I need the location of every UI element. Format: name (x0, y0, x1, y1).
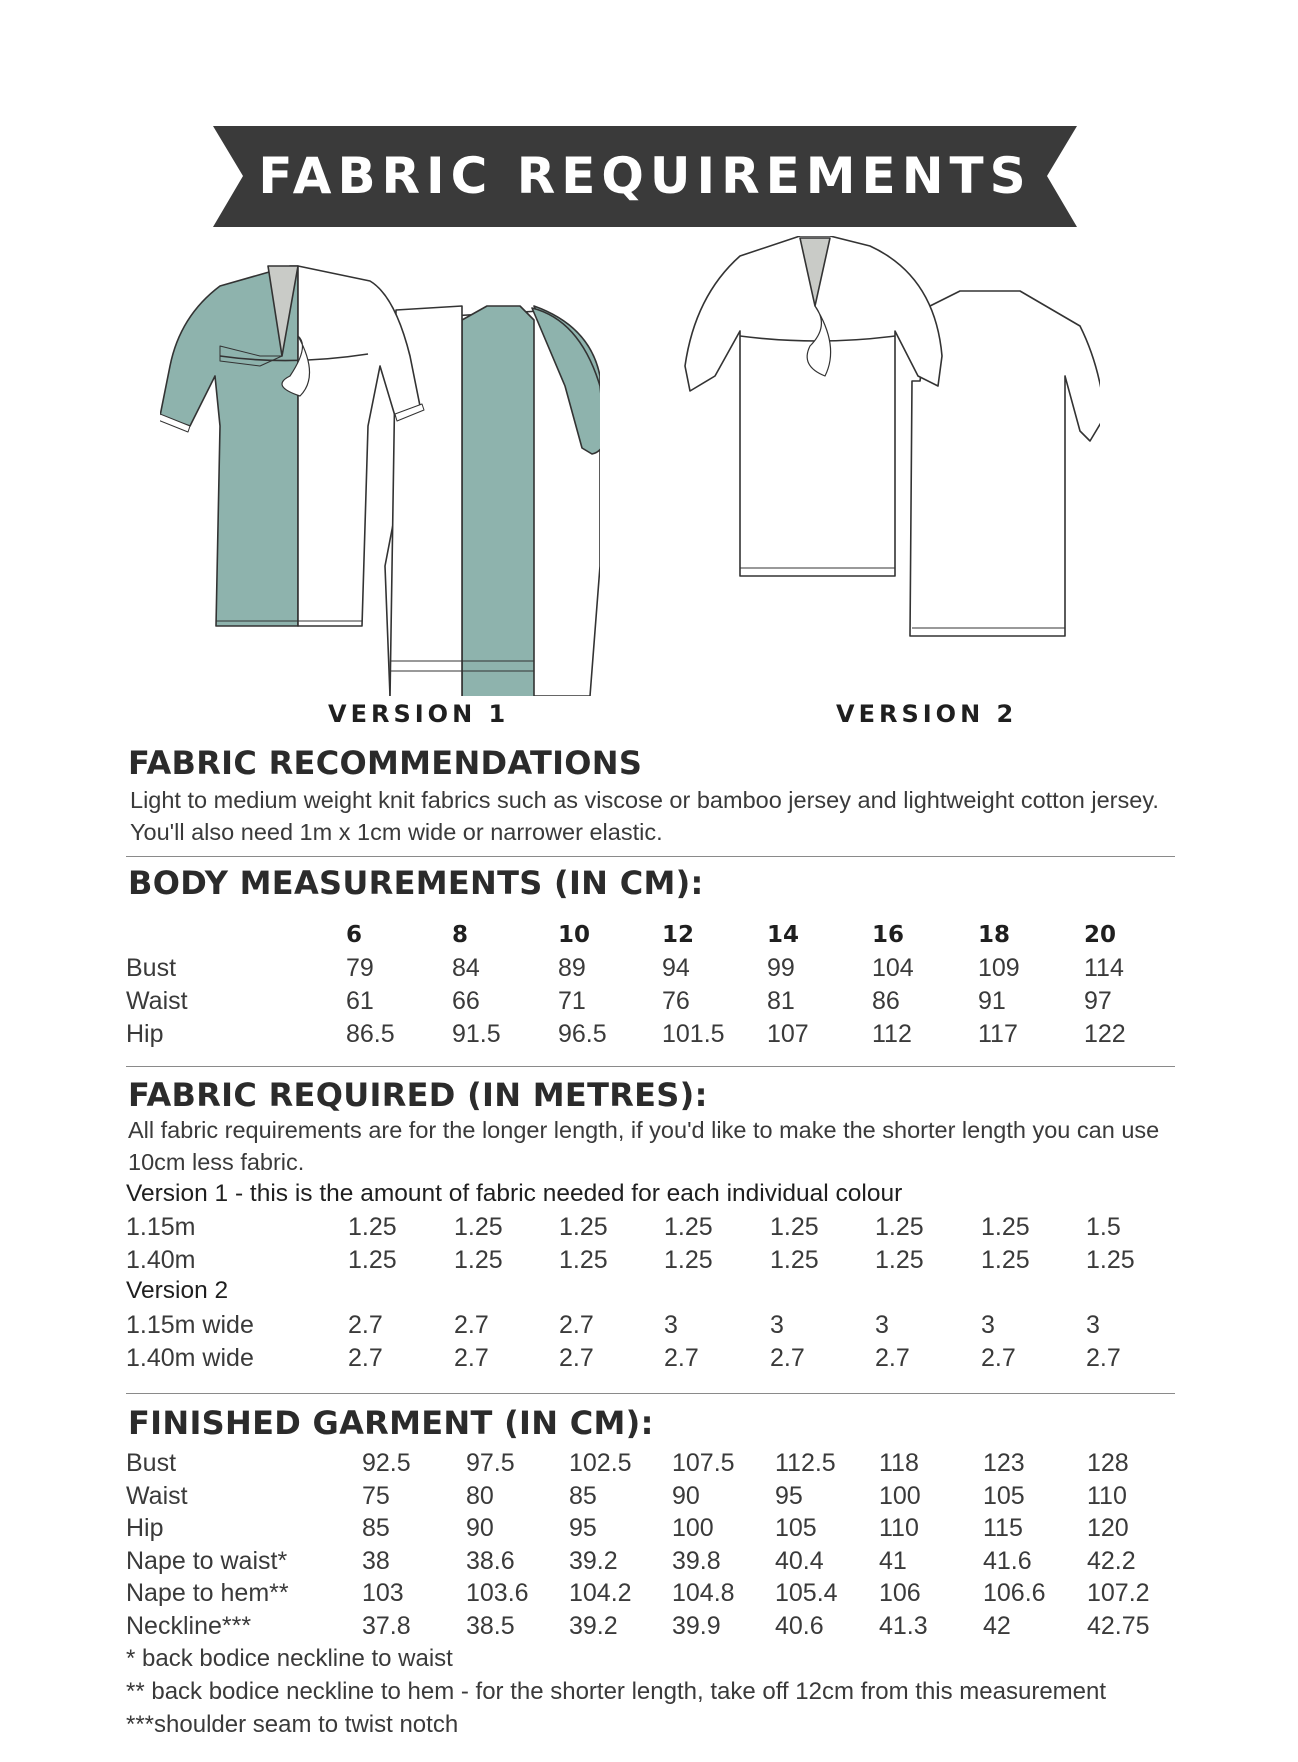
table-cell: 1.5 (1086, 1213, 1121, 1241)
table-cell: 41.6 (983, 1546, 1032, 1575)
divider (126, 1066, 1175, 1067)
table-cell: 104.2 (569, 1579, 632, 1607)
row-label: Hip (126, 1514, 164, 1542)
row-label: Nape to waist* (126, 1546, 288, 1575)
table-cell: 1.25 (348, 1213, 397, 1241)
table-cell: 120 (1087, 1514, 1129, 1542)
table-row (126, 987, 1226, 1019)
version-2-fabric-label: Version 2 (126, 1277, 229, 1304)
title-banner (213, 126, 1077, 227)
table-cell: 100 (879, 1481, 921, 1510)
table-cell: 42.75 (1087, 1611, 1150, 1640)
table-cell: 99 (767, 954, 795, 982)
recommendations-line-1: Light to medium weight knit fabrics such as viscose or bamboo jersey and lightweight cotton jersey. (130, 787, 1159, 813)
table-cell: 39.2 (569, 1546, 618, 1575)
recommendations-heading: FABRIC RECOMMENDATIONS (128, 744, 643, 782)
row-label: Bust (126, 954, 177, 982)
table-cell: 91.5 (452, 1020, 501, 1048)
table-cell: 1.25 (875, 1246, 924, 1274)
table-cell: 123 (983, 1449, 1025, 1477)
footnote-2: ** back bodice neckline to hem - for the shorter length, take off 12cm from this measurement (126, 1678, 1107, 1705)
table-cell: 38 (362, 1546, 390, 1575)
table-cell: 105 (983, 1481, 1025, 1510)
table-cell: 92.5 (362, 1449, 411, 1477)
size-header-row (126, 922, 1226, 954)
table-cell: 2.7 (664, 1344, 699, 1372)
row-label: Hip (126, 1020, 164, 1048)
table-cell: 3 (981, 1311, 995, 1339)
table-cell: 3 (664, 1311, 678, 1339)
table-row (126, 1344, 1226, 1376)
table-cell: 114 (1084, 954, 1124, 982)
body-measurements-heading: BODY MEASUREMENTS (IN CM): (128, 864, 704, 902)
row-label: Waist (126, 987, 188, 1015)
size-header: 12 (662, 922, 695, 948)
table-cell: 41.3 (879, 1611, 928, 1640)
table-cell: 80 (466, 1481, 494, 1510)
table-cell: 97 (1084, 987, 1112, 1015)
table-cell: 3 (770, 1311, 784, 1339)
table-cell: 3 (875, 1311, 889, 1339)
row-label: 1.15m (126, 1213, 196, 1241)
table-cell: 37.8 (362, 1611, 411, 1640)
table-cell: 2.7 (454, 1311, 489, 1339)
table-cell: 101.5 (662, 1020, 725, 1048)
row-label: Waist (126, 1481, 188, 1510)
table-cell: 110 (879, 1514, 919, 1542)
table-cell: 2.7 (981, 1344, 1016, 1372)
version-1-fabric-label: Version 1 - this is the amount of fabric needed for each individual colour (126, 1180, 903, 1207)
table-cell: 2.7 (348, 1311, 383, 1339)
table-cell: 102.5 (569, 1449, 632, 1477)
v1-back-view (385, 306, 600, 696)
table-row (126, 1213, 1226, 1245)
table-cell: 110 (1087, 1481, 1127, 1510)
fabric-note-line-2: 10cm less fabric. (128, 1149, 305, 1175)
table-cell: 122 (1084, 1020, 1126, 1048)
table-cell: 39.2 (569, 1611, 618, 1640)
recommendations-line-2: You'll also need 1m x 1cm wide or narrower elastic. (130, 819, 663, 845)
version-2-label: VERSION 2 (836, 700, 1018, 728)
table-cell: 1.25 (348, 1246, 397, 1274)
table-cell: 71 (558, 987, 586, 1015)
row-label: Bust (126, 1449, 177, 1477)
table-cell: 84 (452, 954, 480, 982)
version-2-dress-illustration (680, 236, 1100, 656)
table-cell: 1.25 (1086, 1246, 1135, 1274)
table-cell: 2.7 (348, 1344, 383, 1372)
table-cell: 2.7 (559, 1344, 594, 1372)
size-header: 6 (346, 922, 363, 948)
table-cell: 2.7 (875, 1344, 910, 1372)
table-cell: 1.25 (559, 1213, 608, 1241)
table-cell: 115 (983, 1514, 1023, 1542)
table-cell: 104.8 (672, 1579, 735, 1607)
v2-front-view (685, 236, 942, 576)
size-header: 8 (452, 922, 469, 948)
table-cell: 41 (879, 1546, 907, 1575)
table-cell: 107 (767, 1020, 809, 1048)
table-cell: 1.25 (664, 1213, 713, 1241)
row-label: 1.40m wide (126, 1344, 254, 1372)
table-cell: 42.2 (1087, 1546, 1136, 1575)
table-cell: 3 (1086, 1311, 1100, 1339)
table-cell: 2.7 (454, 1344, 489, 1372)
table-cell: 1.25 (981, 1246, 1030, 1274)
table-cell: 40.6 (775, 1611, 824, 1640)
table-cell: 42 (983, 1611, 1011, 1640)
table-cell: 61 (346, 987, 374, 1015)
table-cell: 1.25 (875, 1213, 924, 1241)
table-cell: 39.9 (672, 1611, 721, 1640)
fabric-note-line-1: All fabric requirements are for the longer length, if you'd like to make the shorter length you can use (128, 1117, 1160, 1143)
table-cell: 104 (872, 954, 914, 982)
table-cell: 95 (569, 1514, 597, 1542)
size-header: 14 (767, 922, 800, 948)
table-row (126, 1547, 1226, 1579)
table-cell: 107.2 (1087, 1579, 1150, 1607)
table-cell: 105.4 (775, 1579, 838, 1607)
table-cell: 118 (879, 1449, 919, 1477)
page-title: FABRIC REQUIREMENTS (258, 147, 1032, 205)
size-header: 16 (872, 922, 905, 948)
table-row (126, 1449, 1226, 1481)
table-cell: 1.25 (454, 1246, 503, 1274)
table-cell: 96.5 (558, 1020, 607, 1048)
version-1-dress-illustration (160, 236, 600, 696)
table-row (126, 1311, 1226, 1343)
table-cell: 2.7 (1086, 1344, 1121, 1372)
size-header: 18 (978, 922, 1011, 948)
table-cell: 75 (362, 1481, 390, 1510)
table-cell: 85 (362, 1514, 390, 1542)
table-cell: 117 (978, 1020, 1018, 1048)
size-header: 10 (558, 922, 591, 948)
size-header: 20 (1084, 922, 1117, 948)
table-cell: 94 (662, 954, 690, 982)
finished-garment-heading: FINISHED GARMENT (IN CM): (128, 1404, 654, 1442)
table-cell: 1.25 (559, 1246, 608, 1274)
table-row (126, 1020, 1226, 1052)
table-cell: 100 (672, 1514, 714, 1542)
table-cell: 95 (775, 1481, 803, 1510)
divider (126, 856, 1175, 857)
table-cell: 103.6 (466, 1579, 529, 1607)
table-cell: 107.5 (672, 1449, 735, 1477)
table-cell: 2.7 (770, 1344, 805, 1372)
table-cell: 66 (452, 987, 480, 1015)
footnote-1: * back bodice neckline to waist (126, 1645, 453, 1672)
version-1-label: VERSION 1 (328, 700, 510, 728)
table-cell: 112 (872, 1020, 912, 1048)
table-cell: 76 (662, 987, 690, 1015)
table-cell: 86.5 (346, 1020, 395, 1048)
divider (126, 1393, 1175, 1394)
table-cell: 90 (672, 1481, 700, 1510)
row-label: 1.40m (126, 1246, 196, 1274)
table-cell: 97.5 (466, 1449, 515, 1477)
table-row (126, 1579, 1226, 1611)
table-cell: 1.25 (981, 1213, 1030, 1241)
table-cell: 1.25 (454, 1213, 503, 1241)
table-cell: 106.6 (983, 1579, 1046, 1607)
footnote-3: ***shoulder seam to twist notch (126, 1711, 459, 1738)
table-cell: 81 (767, 987, 795, 1015)
table-cell: 40.4 (775, 1546, 824, 1575)
row-label: Nape to hem** (126, 1579, 289, 1607)
table-cell: 89 (558, 954, 586, 982)
table-cell: 109 (978, 954, 1020, 982)
table-cell: 90 (466, 1514, 494, 1542)
table-cell: 91 (978, 987, 1006, 1015)
table-cell: 128 (1087, 1449, 1129, 1477)
table-row (126, 954, 1226, 986)
table-cell: 86 (872, 987, 900, 1015)
v1-front-view (160, 266, 424, 626)
row-label: 1.15m wide (126, 1311, 254, 1339)
table-cell: 112.5 (775, 1449, 836, 1477)
table-cell: 105 (775, 1514, 817, 1542)
table-row (126, 1482, 1226, 1514)
table-cell: 1.25 (770, 1213, 819, 1241)
table-cell: 39.8 (672, 1546, 721, 1575)
table-cell: 79 (346, 954, 374, 982)
table-row (126, 1514, 1226, 1546)
table-cell: 1.25 (770, 1246, 819, 1274)
table-cell: 106 (879, 1579, 921, 1607)
table-cell: 103 (362, 1579, 404, 1607)
fabric-required-heading: FABRIC REQUIRED (IN METRES): (128, 1076, 708, 1114)
row-label: Neckline*** (126, 1611, 252, 1640)
table-cell: 1.25 (664, 1246, 713, 1274)
table-row (126, 1246, 1226, 1278)
table-cell: 2.7 (559, 1311, 594, 1339)
table-cell: 38.5 (466, 1611, 515, 1640)
table-row (126, 1612, 1226, 1644)
table-cell: 85 (569, 1481, 597, 1510)
table-cell: 38.6 (466, 1546, 515, 1575)
